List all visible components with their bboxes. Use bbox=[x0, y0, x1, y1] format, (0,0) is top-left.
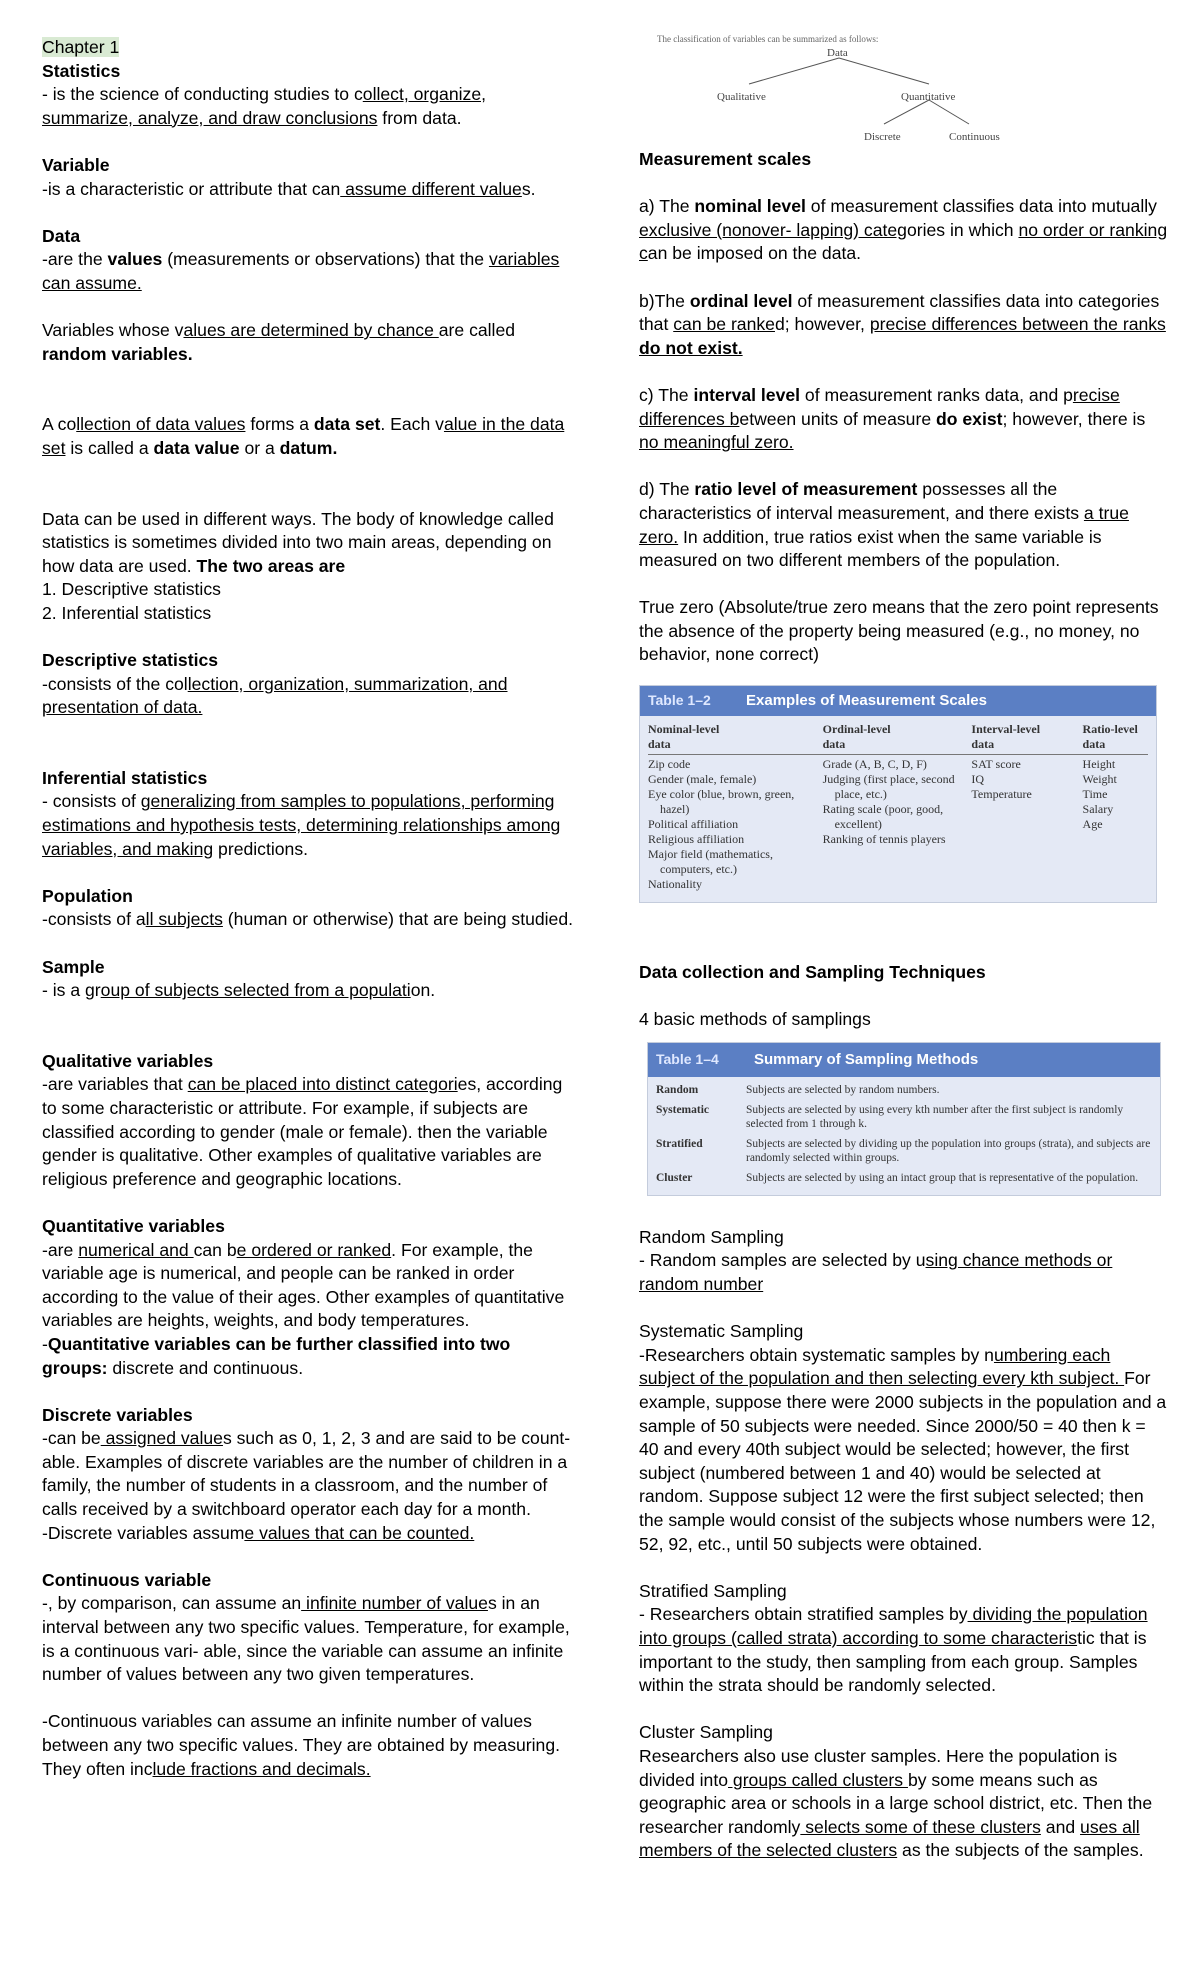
method-description: Subjects are selected by using an intact group that is representative of the population. bbox=[746, 1171, 1139, 1184]
random-sampling-text: - Random samples are selected by using chance methods or random number bbox=[639, 1250, 1113, 1295]
sample-heading: Sample bbox=[42, 956, 105, 977]
table-cell: Major field (mathematics, computers, etc.) bbox=[648, 847, 773, 877]
column-header-line: Ordinal-level bbox=[822, 722, 891, 737]
table-row bbox=[656, 1083, 1152, 1097]
table-cell: Nationality bbox=[648, 877, 702, 892]
table-cell: IQ bbox=[971, 772, 985, 787]
column-header bbox=[971, 722, 1082, 755]
column-header bbox=[648, 722, 823, 755]
table-cell: Salary bbox=[1082, 802, 1114, 817]
table-cell: Ranking of tennis players bbox=[822, 832, 946, 847]
classification-tree-diagram bbox=[639, 28, 1169, 148]
quantitative-definition: -are numerical and can be ordered or ranked. For example, the variable age is numerical, and people can be ranked in order according to the value of their ages. Other examples of quantitative variables are heights, weights, and body temperatures. bbox=[42, 1239, 565, 1331]
method-description: Subjects are selected by random numbers. bbox=[746, 1083, 940, 1096]
nominal-level-text: a) The nominal level of measurement classifies data into mutually exclusive (nonover- lapping) categories in which no order or ranking can be imposed on the data. bbox=[639, 196, 1168, 264]
data-set-text: A collection of data values forms a data set. Each value in the data set is called a data value or a datum. bbox=[42, 414, 565, 458]
tree-node-data: Data bbox=[827, 47, 848, 59]
sample-definition: - is a group of subjects selected from a population. bbox=[42, 980, 436, 1001]
table-cell: Temperature bbox=[971, 787, 1032, 802]
inferential-heading: Inferential statistics bbox=[42, 767, 208, 788]
continuous-definition: -, by comparison, can assume an infinite number of values in an interval between any two specific values. Temperature, for example, is a continuous vari- able, since the variable can assume an infinite number of values between any two given temperatures. bbox=[42, 1593, 570, 1685]
table-column bbox=[1083, 722, 1148, 892]
cluster-sampling-heading: Cluster Sampling bbox=[639, 1722, 773, 1743]
systematic-sampling-text: -Researchers obtain systematic samples by numbering each subject of the population and then selecting every kth subject. For example, suppose there were 2000 subjects in the population and a sample of 50 subjects were needed. Since 2000/50 = 40 then k = 40 and every 40th subject would be selected; however, the first subject (numbered between 1 and 40) would be selected at random. Suppose subject 12 were the first subject selected; then the sample would consist of the subjects whose numbers were 12, 52, 92, etc., until 50 subjects were obtained. bbox=[639, 1344, 1167, 1554]
table-cell: Height bbox=[1082, 757, 1116, 772]
variable-heading: Variable bbox=[42, 154, 110, 175]
quantitative-heading: Quantitative variables bbox=[42, 1215, 225, 1236]
table-cell: Judging (first place, second place, etc.) bbox=[822, 772, 955, 802]
table-cell: Religious affiliation bbox=[648, 832, 745, 847]
statistics-definition: - is the science of conducting studies to collect, organize, summarize, analyze, and draw conclusions from data. bbox=[42, 84, 487, 128]
tree-node-continuous: Continuous bbox=[949, 131, 1000, 143]
statistics-heading: Statistics bbox=[42, 60, 121, 81]
column-header-line: Ratio-level bbox=[1082, 722, 1138, 737]
column-header bbox=[823, 722, 972, 755]
table-number: Table 1–4 bbox=[656, 1051, 719, 1068]
area-item-inferential: 2. Inferential statistics bbox=[42, 602, 212, 623]
table-cell: SAT score bbox=[971, 757, 1021, 772]
table-row bbox=[656, 1103, 1152, 1131]
discrete-note: -Discrete variables assume values that can be counted. bbox=[42, 1522, 475, 1543]
tree-node-qualitative: Qualitative bbox=[717, 91, 766, 103]
table-row bbox=[656, 1171, 1152, 1185]
population-definition: -consists of all subjects (human or otherwise) that are being studied. bbox=[42, 909, 574, 930]
column-header bbox=[1083, 722, 1148, 755]
table-cell: Age bbox=[1082, 817, 1103, 832]
ordinal-level-text: b)The ordinal level of measurement classifies data into categories that can be ranked; however, precise differences between the ranks do not exist. bbox=[639, 290, 1166, 358]
column-header-line: data bbox=[971, 737, 995, 752]
data-heading: Data bbox=[42, 225, 81, 246]
right-column bbox=[639, 36, 1169, 1863]
tree-caption: The classification of variables can be summarized as follows: bbox=[657, 34, 879, 44]
descriptive-heading: Descriptive statistics bbox=[42, 650, 219, 671]
true-zero-text: True zero (Absolute/true zero means that the zero point represents the absence of the property being measured (e.g., no money, no behavior, none correct) bbox=[639, 597, 1159, 665]
table-title: Examples of Measurement Scales bbox=[746, 692, 987, 710]
column-header-line: Interval-level bbox=[971, 722, 1041, 737]
systematic-sampling-heading: Systematic Sampling bbox=[639, 1321, 804, 1342]
method-name: Random bbox=[656, 1083, 699, 1096]
random-sampling-heading: Random Sampling bbox=[639, 1226, 784, 1247]
measurement-scales-table bbox=[639, 685, 1157, 903]
column-header-line: data bbox=[822, 737, 846, 752]
data-definition: -are the values (measurements or observations) that the variables can assume. bbox=[42, 249, 560, 293]
table-cell: Time bbox=[1082, 787, 1108, 802]
collection-subheading: 4 basic methods of samplings bbox=[639, 1009, 871, 1030]
column-header-line: data bbox=[1082, 737, 1106, 752]
continuous-heading: Continuous variable bbox=[42, 1569, 212, 1590]
table-cell: Rating scale (poor, good, excellent) bbox=[822, 802, 944, 832]
table-cell: Eye color (blue, brown, green, hazel) bbox=[648, 787, 795, 817]
table-column bbox=[648, 722, 823, 892]
two-areas-text: Data can be used in different ways. The body of knowledge called statistics is sometimes divided into two main areas, depending on how data are used. The two areas are bbox=[42, 508, 554, 576]
table-title: Summary of Sampling Methods bbox=[754, 1051, 979, 1069]
area-item-descriptive: 1. Descriptive statistics bbox=[42, 579, 221, 600]
method-name: Cluster bbox=[656, 1171, 693, 1184]
variable-definition: -is a characteristic or attribute that can assume different values. bbox=[42, 178, 536, 199]
table-number: Table 1–2 bbox=[648, 692, 711, 709]
discrete-definition: -can be assigned values such as 0, 1, 2, 3 and are said to be count- able. Examples of discrete variables are the number of children in a family, the number of students in a classroom, and the number of calls received by a switchboard operator each day for a month. bbox=[42, 1428, 571, 1520]
table-header bbox=[648, 1043, 1160, 1077]
stratified-sampling-heading: Stratified Sampling bbox=[639, 1580, 787, 1601]
interval-level-text: c) The interval level of measurement ranks data, and precise differences between units of measure do exist; however, there is no meaningful zero. bbox=[639, 384, 1146, 453]
table-header bbox=[640, 686, 1156, 716]
collection-heading: Data collection and Sampling Techniques bbox=[639, 962, 986, 983]
sampling-methods-table bbox=[647, 1042, 1161, 1196]
descriptive-definition: -consists of the collection, organization, summarization, and presentation of data. bbox=[42, 673, 508, 718]
table-column bbox=[971, 722, 1082, 892]
left-column bbox=[42, 36, 577, 1781]
table-rows bbox=[648, 1077, 1160, 1195]
quantitative-groups: -Quantitative variables can be further classified into two groups: discrete and continuous. bbox=[42, 1333, 511, 1378]
table-cell: Grade (A, B, C, D, F) bbox=[822, 757, 927, 772]
table-column bbox=[823, 722, 972, 892]
table-cell: Political affiliation bbox=[648, 817, 739, 832]
table-row bbox=[656, 1137, 1152, 1165]
ratio-level-text: d) The ratio level of measurement possesses all the characteristics of interval measurement, and there exists a true zero. In addition, true ratios exist when the same variable is measured on two different members of the population. bbox=[639, 479, 1129, 571]
continuous-note: -Continuous variables can assume an infinite number of values between any two specific values. They are obtained by measuring. They often include fractions and decimals. bbox=[42, 1711, 561, 1779]
inferential-definition: - consists of generalizing from samples to populations, performing estimations and hypothesis tests, determining relationships among variables, and making predictions. bbox=[42, 791, 561, 859]
column-header-line: Nominal-level bbox=[648, 722, 720, 737]
table-cell: Gender (male, female) bbox=[648, 772, 757, 787]
tree-node-discrete: Discrete bbox=[864, 131, 901, 143]
population-heading: Population bbox=[42, 885, 133, 906]
method-name: Stratified bbox=[656, 1137, 703, 1150]
method-description: Subjects are selected by dividing up the population into groups (strata), and subjects are randomly selected within groups. bbox=[746, 1137, 1151, 1164]
cluster-sampling-text: Researchers also use cluster samples. Here the population is divided into groups called clusters by some means such as geographic area or schools in a large school district, etc. Then the researcher randomly selects some of these clusters and uses all members of the selected clusters as the subjects of the samples. bbox=[639, 1745, 1153, 1861]
method-name: Systematic bbox=[656, 1103, 710, 1116]
qualitative-definition: -are variables that can be placed into distinct categories, according to some characteristic or attribute. For example, if subjects are classified according to gender (male or female). then the variable gender is qualitative. Other examples of qualitative variables are religious preference and geographic locations. bbox=[42, 1074, 563, 1189]
measurement-scales-heading: Measurement scales bbox=[639, 149, 812, 169]
qualitative-heading: Qualitative variables bbox=[42, 1050, 214, 1071]
stratified-sampling-text: - Researchers obtain stratified samples by dividing the population into groups (called strata) according to some characteristic that is important to the study, then sampling from each group. Samples within the strata should be randomly selected. bbox=[639, 1604, 1148, 1696]
tree-node-quantitative: Quantitative bbox=[901, 91, 956, 103]
discrete-heading: Discrete variables bbox=[42, 1404, 193, 1425]
random-variables-text: Variables whose values are determined by chance are called random variables. bbox=[42, 320, 516, 364]
method-description: Subjects are selected by using every kth number after the first subject is randomly selected from 1 through k. bbox=[746, 1103, 1124, 1130]
chapter-label: Chapter 1 bbox=[42, 37, 120, 57]
table-cell: Zip code bbox=[648, 757, 691, 772]
table-cell: Weight bbox=[1082, 772, 1117, 787]
table-columns bbox=[640, 716, 1156, 902]
column-header-line: data bbox=[648, 737, 671, 752]
